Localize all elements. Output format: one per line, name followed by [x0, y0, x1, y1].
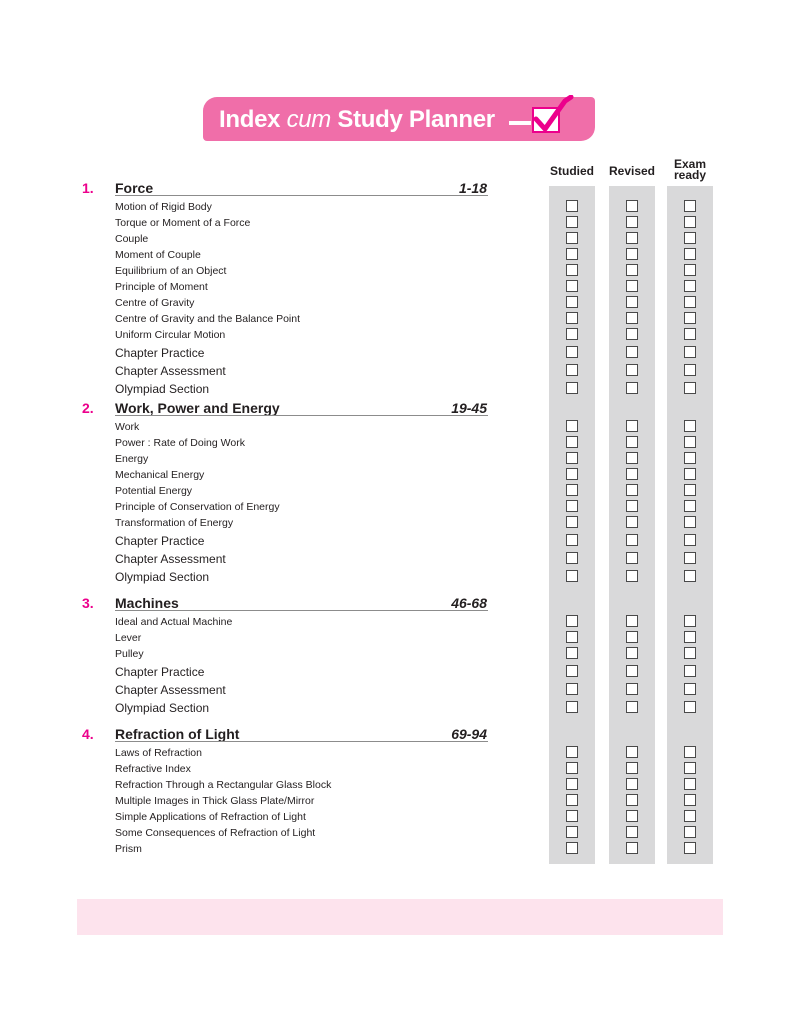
topic-chapter-practice: Chapter Practice	[115, 665, 205, 679]
topic-equilibrium-of-an-object: Equilibrium of an Object	[115, 265, 227, 277]
chapter-pages: 46-68	[451, 595, 487, 611]
topic-centre-of-gravity-and-the-balance-point: Centre of Gravity and the Balance Point	[115, 313, 301, 325]
exam-ready-checkbox[interactable]	[684, 810, 696, 822]
revised-checkbox[interactable]	[626, 232, 638, 244]
studied-checkbox[interactable]	[566, 647, 578, 659]
topic-laws-of-refraction: Laws of Refraction	[115, 747, 202, 759]
studied-checkbox[interactable]	[566, 232, 578, 244]
revised-checkbox[interactable]	[626, 665, 638, 677]
studied-checkbox[interactable]	[566, 280, 578, 292]
exam-ready-checkbox[interactable]	[684, 346, 696, 358]
chapter-divider	[115, 415, 488, 416]
revised-checkbox[interactable]	[626, 552, 638, 564]
studied-checkbox[interactable]	[566, 364, 578, 376]
topic-motion-of-rigid-body: Motion of Rigid Body	[115, 201, 212, 213]
topic-power-rate-of-doing-work: Power : Rate of Doing Work	[115, 437, 245, 449]
studied-checkbox[interactable]	[566, 794, 578, 806]
topic-potential-energy: Potential Energy	[115, 485, 193, 497]
studied-checkbox[interactable]	[566, 762, 578, 774]
topic-olympiad-section: Olympiad Section	[115, 382, 210, 396]
exam-ready-checkbox[interactable]	[684, 312, 696, 324]
chapter-number: 3.	[82, 595, 94, 611]
topic-chapter-assessment: Chapter Assessment	[115, 364, 226, 378]
topic-olympiad-section: Olympiad Section	[115, 570, 210, 584]
revised-checkbox[interactable]	[626, 248, 638, 260]
chapter-title: Refraction of Light	[115, 726, 240, 742]
page-title	[219, 106, 495, 134]
studied-checkbox[interactable]	[566, 200, 578, 212]
studied-checkbox[interactable]	[566, 346, 578, 358]
topic-moment-of-couple: Moment of Couple	[115, 249, 201, 261]
exam-ready-checkbox[interactable]	[684, 516, 696, 528]
exam-ready-checkbox[interactable]	[684, 762, 696, 774]
title-banner	[203, 97, 595, 141]
revised-checkbox[interactable]	[626, 762, 638, 774]
studied-checkbox[interactable]	[566, 665, 578, 677]
revised-checkbox[interactable]	[626, 484, 638, 496]
revised-checkbox[interactable]	[626, 468, 638, 480]
chapter-title: Work, Power and Energy	[115, 400, 280, 416]
chapter-pages: 19-45	[451, 400, 487, 416]
revised-checkbox[interactable]	[626, 647, 638, 659]
revised-checkbox[interactable]	[626, 280, 638, 292]
topic-centre-of-gravity: Centre of Gravity	[115, 297, 195, 309]
exam-ready-checkbox[interactable]	[684, 647, 696, 659]
revised-checkbox[interactable]	[626, 312, 638, 324]
exam-ready-checkbox[interactable]	[684, 631, 696, 643]
studied-checkbox[interactable]	[566, 746, 578, 758]
exam-ready-checkbox[interactable]	[684, 248, 696, 260]
exam-ready-checkbox[interactable]	[684, 452, 696, 464]
exam-ready-checkbox[interactable]	[684, 683, 696, 695]
revised-checkbox[interactable]	[626, 701, 638, 713]
revised-checkbox[interactable]	[626, 826, 638, 838]
topic-energy: Energy	[115, 453, 149, 465]
exam-ready-checkbox[interactable]	[684, 232, 696, 244]
studied-checkbox[interactable]	[566, 296, 578, 308]
revised-checkbox[interactable]	[626, 794, 638, 806]
exam-ready-checkbox[interactable]	[684, 778, 696, 790]
revised-checkbox[interactable]	[626, 842, 638, 854]
topic-chapter-assessment: Chapter Assessment	[115, 683, 226, 697]
chapter-pages: 69-94	[451, 726, 487, 742]
exam-ready-checkbox[interactable]	[684, 264, 696, 276]
revised-checkbox[interactable]	[626, 534, 638, 546]
revised-checkbox[interactable]	[626, 436, 638, 448]
exam-ready-checkbox[interactable]	[684, 382, 696, 394]
revised-checkbox[interactable]	[626, 570, 638, 582]
studied-checkbox[interactable]	[566, 810, 578, 822]
topic-some-consequences-of-refraction-of-light: Some Consequences of Refraction of Light	[115, 827, 316, 839]
title-part-index: Index	[219, 106, 287, 133]
topic-mechanical-energy: Mechanical Energy	[115, 469, 205, 481]
studied-checkbox[interactable]	[566, 420, 578, 432]
revised-checkbox[interactable]	[626, 264, 638, 276]
revised-checkbox[interactable]	[626, 810, 638, 822]
chapter-title: Machines	[115, 595, 179, 611]
studied-checkbox[interactable]	[566, 264, 578, 276]
studied-checkbox[interactable]	[566, 312, 578, 324]
topic-refractive-index: Refractive Index	[115, 763, 191, 775]
studied-checkbox[interactable]	[566, 701, 578, 713]
revised-checkbox[interactable]	[626, 778, 638, 790]
chapter-number: 2.	[82, 400, 94, 416]
exam-ready-checkbox[interactable]	[684, 842, 696, 854]
revised-checkbox[interactable]	[626, 615, 638, 627]
studied-checkbox[interactable]	[566, 452, 578, 464]
exam-ready-checkbox[interactable]	[684, 216, 696, 228]
studied-checkbox[interactable]	[566, 516, 578, 528]
topic-torque-or-moment-of-a-force: Torque or Moment of a Force	[115, 217, 251, 229]
topic-chapter-practice: Chapter Practice	[115, 534, 205, 548]
topic-lever: Lever	[115, 632, 142, 644]
studied-checkbox[interactable]	[566, 500, 578, 512]
revised-checkbox[interactable]	[626, 452, 638, 464]
exam-ready-checkbox[interactable]	[684, 826, 696, 838]
studied-checkbox[interactable]	[566, 570, 578, 582]
exam-ready-checkbox[interactable]	[684, 701, 696, 713]
exam-ready-checkbox[interactable]	[684, 534, 696, 546]
topic-chapter-assessment: Chapter Assessment	[115, 552, 226, 566]
exam-ready-checkbox[interactable]	[684, 570, 696, 582]
chapter-divider	[115, 610, 488, 611]
studied-checkbox[interactable]	[566, 552, 578, 564]
studied-checkbox[interactable]	[566, 484, 578, 496]
chapter-pages: 1-18	[458, 180, 487, 196]
exam-ready-checkbox[interactable]	[684, 746, 696, 758]
studied-checkbox[interactable]	[566, 631, 578, 643]
studied-checkbox[interactable]	[566, 436, 578, 448]
topic-olympiad-section: Olympiad Section	[115, 701, 210, 715]
studied-checkbox[interactable]	[566, 248, 578, 260]
revised-checkbox[interactable]	[626, 364, 638, 376]
studied-checkbox[interactable]	[566, 842, 578, 854]
studied-checkbox[interactable]	[566, 382, 578, 394]
chapter-number: 4.	[82, 726, 94, 742]
topic-multiple-images-in-thick-glass-plate-mirror: Multiple Images in Thick Glass Plate/Mirror	[115, 795, 315, 807]
exam-ready-checkbox[interactable]	[684, 436, 696, 448]
chapter-title: Force	[115, 180, 154, 196]
exam-ready-checkbox[interactable]	[684, 665, 696, 677]
topic-principle-of-conservation-of-energy: Principle of Conservation of Energy	[115, 501, 280, 513]
revised-checkbox[interactable]	[626, 216, 638, 228]
chapter-divider	[115, 195, 488, 196]
revised-checkbox[interactable]	[626, 328, 638, 340]
title-part-cum: cum	[286, 106, 332, 133]
studied-checkbox[interactable]	[566, 468, 578, 480]
exam-ready-checkbox[interactable]	[684, 615, 696, 627]
checkmark-box-icon	[505, 95, 585, 139]
revised-checkbox[interactable]	[626, 382, 638, 394]
revised-checkbox[interactable]	[626, 746, 638, 758]
revised-checkbox[interactable]	[626, 683, 638, 695]
revised-checkbox[interactable]	[626, 200, 638, 212]
revised-checkbox[interactable]	[626, 346, 638, 358]
exam-ready-checkbox[interactable]	[684, 552, 696, 564]
chapter-divider	[115, 741, 488, 742]
revised-checkbox[interactable]	[626, 296, 638, 308]
studied-checkbox[interactable]	[566, 683, 578, 695]
column-header-studied: Studied	[550, 164, 594, 178]
topic-couple: Couple	[115, 233, 149, 245]
exam-ready-checkbox[interactable]	[684, 280, 696, 292]
topic-pulley: Pulley	[115, 648, 144, 660]
column-header-revised: Revised	[608, 164, 656, 178]
exam-ready-checkbox[interactable]	[684, 200, 696, 212]
footer-band	[77, 899, 723, 935]
title-part-study-planner: Study Planner	[331, 106, 495, 133]
studied-checkbox[interactable]	[566, 534, 578, 546]
exam-ready-checkbox[interactable]	[684, 500, 696, 512]
topic-refraction-through-a-rectangular-glass-block: Refraction Through a Rectangular Glass Block	[115, 779, 332, 791]
exam-ready-checkbox[interactable]	[684, 328, 696, 340]
exam-ready-checkbox[interactable]	[684, 420, 696, 432]
topic-simple-applications-of-refraction-of-light: Simple Applications of Refraction of Light	[115, 811, 306, 823]
studied-checkbox[interactable]	[566, 826, 578, 838]
studied-checkbox[interactable]	[566, 778, 578, 790]
topic-transformation-of-energy: Transformation of Energy	[115, 517, 234, 529]
topic-prism: Prism	[115, 843, 142, 855]
studied-checkbox[interactable]	[566, 615, 578, 627]
exam-ready-checkbox[interactable]	[684, 296, 696, 308]
topic-uniform-circular-motion: Uniform Circular Motion	[115, 329, 226, 341]
topic-principle-of-moment: Principle of Moment	[115, 281, 208, 293]
column-header-exam-ready: Exam ready	[673, 157, 707, 182]
exam-ready-checkbox[interactable]	[684, 794, 696, 806]
exam-ready-checkbox[interactable]	[684, 484, 696, 496]
topic-ideal-and-actual-machine: Ideal and Actual Machine	[115, 616, 233, 628]
revised-checkbox[interactable]	[626, 420, 638, 432]
revised-checkbox[interactable]	[626, 516, 638, 528]
studied-checkbox[interactable]	[566, 328, 578, 340]
revised-checkbox[interactable]	[626, 631, 638, 643]
topic-chapter-practice: Chapter Practice	[115, 346, 205, 360]
revised-checkbox[interactable]	[626, 500, 638, 512]
studied-checkbox[interactable]	[566, 216, 578, 228]
exam-ready-checkbox[interactable]	[684, 364, 696, 376]
exam-ready-checkbox[interactable]	[684, 468, 696, 480]
topic-work: Work	[115, 421, 140, 433]
chapter-number: 1.	[82, 180, 94, 196]
